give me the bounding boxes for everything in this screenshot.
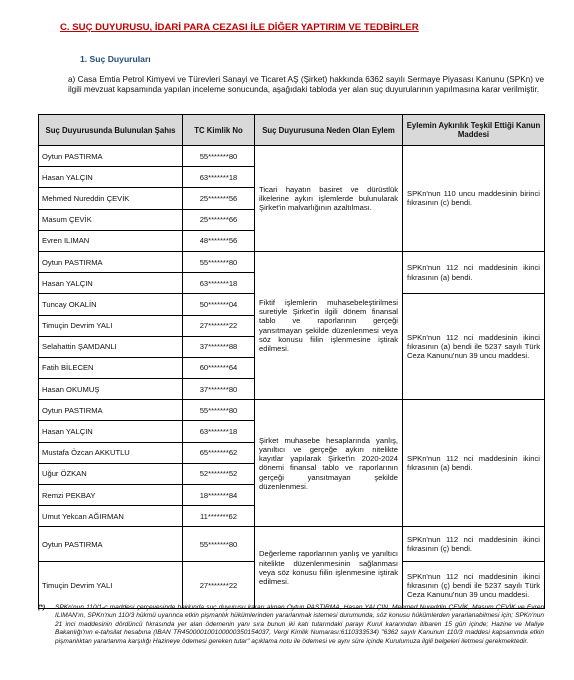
header-person: Suç Duyurusunda Bulunulan Şahıs: [39, 115, 183, 146]
tc-number: 52*******52: [183, 463, 255, 484]
tc-number: 18*******84: [183, 485, 255, 506]
tc-number: 48*******56: [183, 230, 255, 251]
tc-number: 63*******18: [183, 421, 255, 442]
law-article: SPKn'nun 110 uncu maddesinin birinci fıkrasının (c) bendi.: [403, 146, 545, 252]
criminal-complaints-table: [38, 114, 545, 609]
person-name: Remzi PEKBAY: [39, 485, 183, 506]
footnote-mark: (*): [38, 604, 45, 611]
section-title: C. SUÇ DUYURUSU, İDARİ PARA CEZASI İLE DİĞER YAPTIRIM VE TEDBİRLER: [60, 22, 419, 33]
person-name: Masum ÇEVİK: [39, 209, 183, 230]
person-name: Fatih BİLECEN: [39, 357, 183, 378]
tc-number: 27*******22: [183, 315, 255, 336]
tc-number: 37*******80: [183, 379, 255, 400]
person-name: Hasan OKUMUŞ: [39, 379, 183, 400]
person-name: Umut Yekcan AĞIRMAN: [39, 506, 183, 527]
person-name: Oytun PASTIRMA: [39, 527, 183, 562]
person-name: Timuçin Devrim YALI: [39, 562, 183, 609]
act-description: Ticari hayatın basiret ve dürüstlük ilkelerine aykırı işlemlerde bulunularak Şirket'in malvarlığının azaltılması.: [255, 146, 403, 252]
person-name: Hasan YALÇIN: [39, 167, 183, 188]
person-name: Hasan YALÇIN: [39, 273, 183, 294]
header-law: Eylemin Aykırılık Teşkil Ettiği Kanun Maddesi: [403, 115, 545, 146]
tc-number: 37*******88: [183, 336, 255, 357]
act-description: Şirket muhasebe hesaplarında yanlış, yanıltıcı ve gerçeğe aykırı nitelikte kayıtlar yapılarak Şirket'in 2020-2024 dönemi finansal tablo ve raporlarının gerçeği yansıtmayan şekilde düzenlenmesi.: [255, 400, 403, 527]
person-name: Oytun PASTIRMA: [39, 400, 183, 421]
tc-number: 55*******80: [183, 251, 255, 272]
person-name: Selahattin ŞAMDANLI: [39, 336, 183, 357]
person-name: Mustafa Özcan AKKUTLU: [39, 442, 183, 463]
law-article: SPKn'nun 112 nci maddesinin ikinci fıkrasının (ç) bendi.: [403, 527, 545, 562]
tc-number: 63*******18: [183, 167, 255, 188]
person-name: Hasan YALÇIN: [39, 421, 183, 442]
act-description: Fiktif işlemlerin muhasebeleştirilmesi suretiyle Şirket'in ilgili dönem finansal tablo ve raporlarının gerçeği yansıtmayan şekilde düzenlenmesi veya söz konusu fiilin işlenmesine iştirak edilmesi.: [255, 251, 403, 399]
act-description: Değerleme raporlarının yanlış ve yanıltıcı nitelikte düzenlenmesinin sağlanması veya söz konusu fiilin işlenmesine iştirak edilmesi.: [255, 527, 403, 609]
table-row: [39, 146, 545, 167]
law-article: SPKn'nun 112 nci maddesinin ikinci fıkrasının (a) bendi.: [403, 400, 545, 527]
tc-number: 11*******62: [183, 506, 255, 527]
law-article: SPKn'nun 112 nci maddesinin ikinci fıkrasının (a) bendi.: [403, 251, 545, 293]
table-header-row: [39, 115, 545, 146]
header-tc: TC Kimlik No: [183, 115, 255, 146]
tc-number: 55*******80: [183, 527, 255, 562]
table-row: [39, 400, 545, 421]
person-name: Uğur ÖZKAN: [39, 463, 183, 484]
table-row: [39, 527, 545, 562]
person-name: Evren ILIMAN: [39, 230, 183, 251]
tc-number: 55*******80: [183, 146, 255, 167]
intro-text: a) Casa Emtia Petrol Kimyevi ve Türevleri Sanayi ve Ticaret AŞ (Şirket) hakkında 6362 sayılı Sermaye Piyasası Kanunu (SPKn) ve ilgili mevzuat kapsamında yapılan inceleme sonucunda, aşağıdaki tabloda yer alan suç duyurularının yapılmasına karar verilmiştir.: [68, 75, 544, 95]
person-name: Timuçin Devrim YALI: [39, 315, 183, 336]
person-name: Mehmed Nureddin ÇEVİK: [39, 188, 183, 209]
person-name: Oytun PASTIRMA: [39, 146, 183, 167]
header-act: Suç Duyurusuna Neden Olan Eylem: [255, 115, 403, 146]
tc-number: 60*******64: [183, 357, 255, 378]
tc-number: 25*******66: [183, 209, 255, 230]
law-article: SPKn'nun 112 nci maddesinin ikinci fıkrasının (a) bendi ile 5237 sayılı Türk Ceza Kanunu'nun 39 uncu maddesi.: [403, 294, 545, 400]
footnote-text: SPKn'nun 110/1-c maddesi çerçevesinde hakkında suç duyurusu kararı alınan Oytun PASTIRMA, Hasan YALÇIN, Mehmed Nureddin ÇEVİK, Masum ÇEVİK ve Evren ILIMAN'ın, SPKn'nun 110/3 hükmü uyarınca etkin pişmanlık hükümlerinden yararlanmak istemesi durumunda, söz konusu hükümlerden yararlanabilmesi için; SPKn'nun 21 inci maddesinin dördüncü fıkrasında yer alan ödemenin yanı sıra bunun iki katı tutarındaki parayı Kurul kararından itibaren 15 gün içinde; Hazine ve Maliye Bakanlığı'nın e-tahsilat hesabına (IBAN TR450000100100000350154037, Vergi Kimlik Numarası:6110333534) "6362 sayılı Kanunun 110/3 maddesi kapsamında etkin pişmanlıktan yararlanma karşılığı Hazineye ödemesi gereken tutar" açıklama notu ile ödemesi ve aynı süre içinde Kurulumuza ilgili belgeleri iletmesi gerekmektedir.: [55, 604, 544, 645]
section-subtitle: 1. Suç Duyuruları: [80, 54, 151, 64]
tc-number: 25*******56: [183, 188, 255, 209]
tc-number: 65*******62: [183, 442, 255, 463]
intro-paragraph: [38, 75, 544, 95]
person-name: Tuncay OKALİN: [39, 294, 183, 315]
tc-number: 63*******18: [183, 273, 255, 294]
footnote: [38, 604, 544, 646]
table-row: [39, 251, 545, 272]
tc-number: 55*******80: [183, 400, 255, 421]
person-name: Oytun PASTIRMA: [39, 251, 183, 272]
tc-number: 50*******04: [183, 294, 255, 315]
law-article: SPKn'nun 112 nci maddesinin ikinci fıkrasının (ç) bendi ile 5237 sayılı Türk Ceza Kanunu'nun 39 uncu maddesi.: [403, 562, 545, 609]
tc-number: 27*******22: [183, 562, 255, 609]
